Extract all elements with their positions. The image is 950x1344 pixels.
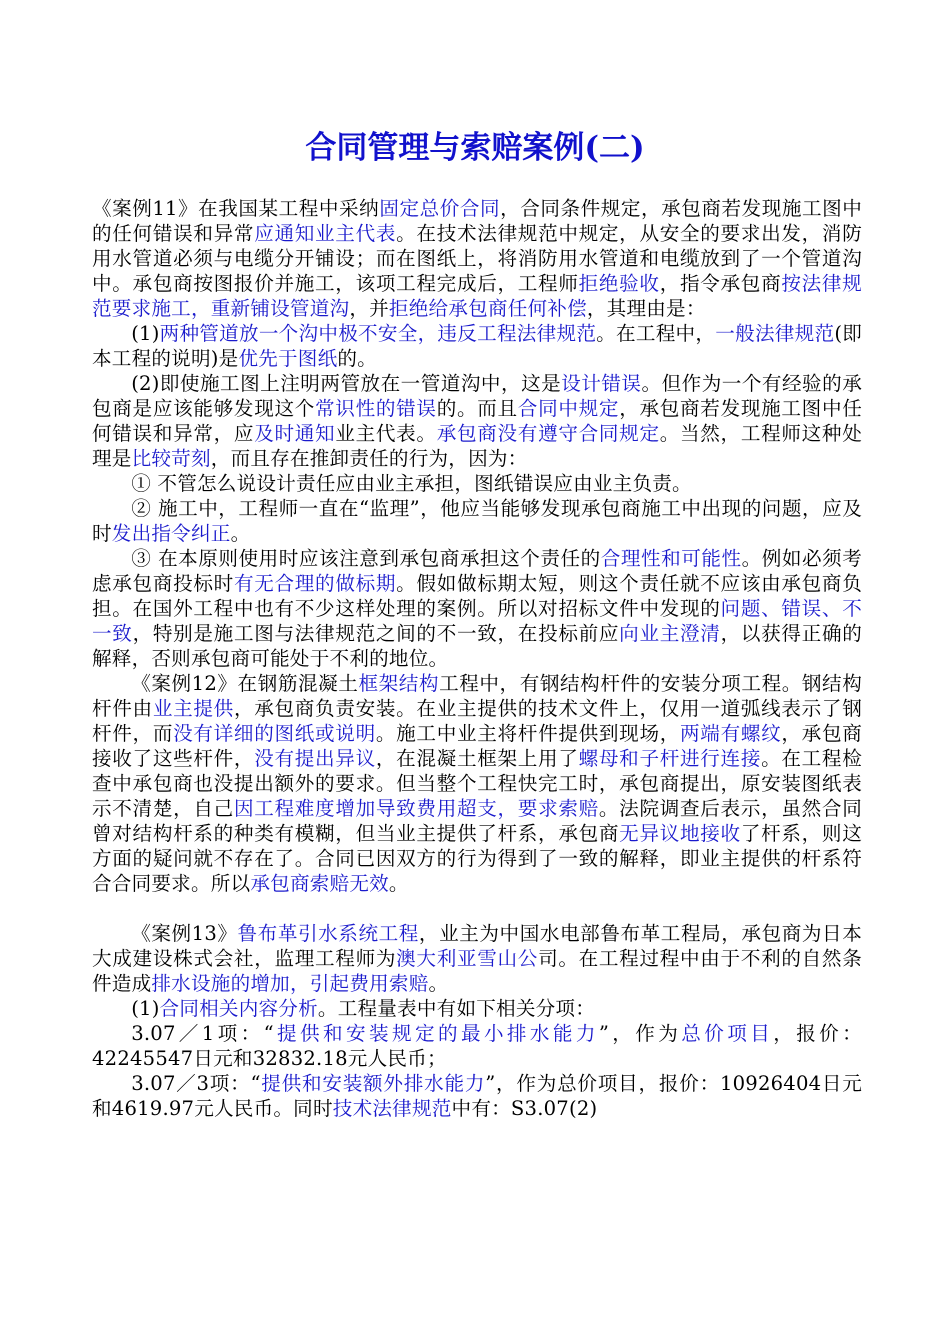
highlighted-text: 承包商索赔无效 [250, 872, 389, 895]
highlighted-text: 问题、错误、不一致 [92, 597, 862, 645]
highlighted-text: 优先于图纸 [238, 347, 338, 370]
text-segment: ，承包商若发现施工图中任何错误和异常，应 [92, 397, 863, 445]
highlighted-text: 应通知业主代表 [254, 222, 397, 245]
text-segment: (1) [131, 997, 160, 1020]
text-segment: ”，作为 [598, 1022, 682, 1045]
paragraph [92, 1071, 862, 1121]
text-segment: 3.07／1项：“ [131, 1022, 274, 1045]
highlighted-text: 比较苛刻 [131, 447, 211, 470]
text-segment: 。工程量表中有如下相关分项： [317, 997, 596, 1020]
text-segment: (1) [131, 322, 160, 345]
paragraph [92, 371, 862, 471]
highlighted-text: 拒绝验收 [578, 272, 660, 295]
highlighted-text: 没有详细的图纸或说明 [173, 722, 376, 745]
highlighted-text: 总价项目 [681, 1022, 774, 1045]
highlighted-text: 提供和安装规定的最小排水能力 [273, 1022, 599, 1045]
highlighted-text: 框架结构 [358, 672, 440, 695]
highlighted-text: 排水设施的增加，引起费用索赔 [151, 972, 429, 995]
highlighted-text: 及时通知 [254, 422, 336, 445]
text-segment: 。但作为一个有经验的承包商是应该能够发现这个 [92, 372, 862, 420]
highlighted-text: 常识性的错误 [315, 397, 437, 420]
paragraph [92, 496, 862, 546]
text-segment: 《案例12》在钢筋混凝土 [131, 672, 359, 695]
highlighted-text: 设计错误 [561, 372, 642, 395]
text-segment: 。当然，工程师这种处理是 [92, 422, 863, 470]
highlighted-text: 两种管道放一个沟中极不安全，违反工程法律规范 [159, 322, 597, 345]
text-segment: 3.07／3项：“ [131, 1072, 261, 1095]
paragraph [92, 671, 862, 896]
highlighted-text: 发出指令纠正 [111, 522, 231, 545]
highlighted-text: 承包商没有遵守合同规定 [436, 422, 660, 445]
text-segment: 了杆系，则这方面的疑问就不存在了。合同已因双方的行为得到了一致的解释，即业主提供的杆系符合合同要求。所以 [92, 822, 863, 895]
text-segment: 。 [428, 972, 449, 995]
text-segment: 。 [230, 522, 251, 545]
highlighted-text: 合同中规定 [517, 397, 620, 420]
text-segment: 。例如必须考虑承包商投标时 [92, 547, 863, 595]
highlighted-text: 无异议地接收 [619, 822, 741, 845]
text-segment: ，业主为中国水电部鲁布革工程局，承包商为日本大成建设株式会社，监理工程师为 [92, 922, 862, 970]
text-segment: (2)即使施工图上注明两管放在一管道沟中，这是 [131, 372, 562, 395]
text-segment: ，承包商接收了这些杆件， [92, 722, 863, 770]
text-segment: ，并 [349, 297, 389, 320]
highlighted-text: 两端有螺纹 [680, 722, 782, 745]
highlighted-text: 拒绝给承包商任何补偿 [388, 297, 587, 320]
paragraph [92, 471, 862, 496]
text-segment: ，指令承包商 [659, 272, 782, 295]
document-body [92, 196, 862, 1121]
highlighted-text: 有无合理的做标期 [233, 572, 397, 595]
text-segment: ② 施工中，工程师一直在“监理”，他应当能够发现承包商施工中出现的问题，应及时 [92, 497, 862, 545]
highlighted-text: 合理性和可能性 [600, 547, 742, 570]
text-segment: ，以获得正确的解释，否则承包商可能处于不利的地位。 [92, 622, 863, 670]
paragraph [92, 196, 862, 321]
text-segment: 工程中，有钢结构杆件的安装分项工程。钢结构杆件由 [92, 672, 862, 720]
highlighted-text: 因工程难度增加导致费用超支，要求索赔 [233, 797, 599, 820]
highlighted-text: 螺母和子杆进行连接 [578, 747, 762, 770]
text-segment: 。在工程检查中承包商也没提出额外的要求。但当整个工程快完工时，承包商提出，原安装图纸表示不清楚，自己 [92, 747, 863, 820]
text-segment: 《案例11》在我国某工程中采纳 [92, 197, 380, 220]
text-segment: ，在混凝土框架上用了 [375, 747, 579, 770]
text-segment: ，报价：42245547日元和32832.18元人民币； [92, 1022, 862, 1070]
text-segment: 《案例13》 [131, 922, 238, 945]
highlighted-text: 澳大利亚雪山公 [396, 947, 539, 970]
text-segment: 司。在工程过程中由于不利的自然条件造成 [92, 947, 863, 995]
text-segment: ，而且存在推卸责任的行为，因为： [210, 447, 528, 470]
highlighted-text: 合同相关内容分析 [159, 997, 318, 1020]
highlighted-text: 固定总价合同 [379, 197, 501, 220]
highlighted-text: 按法律规范要求施工，重新铺设管道沟 [92, 272, 862, 320]
text-segment: 。在工程中， [596, 322, 716, 345]
highlighted-text: 业主提供 [152, 697, 234, 720]
paragraph [92, 546, 862, 671]
text-segment: ”，作为总价项目，报价：10926404日元和4619.97元人民币。同时 [92, 1072, 862, 1120]
highlighted-text: 没有提出异议 [254, 747, 376, 770]
paragraph [92, 321, 862, 371]
page-title: 合同管理与索赔案例(二) [305, 130, 645, 166]
text-segment: ，合同条件规定，承包商若发现施工图中的任何错误和异常 [92, 197, 863, 245]
text-segment: 。法院调查后表示，虽然合同曾对结构杆系的种类有模糊，但当业主提供了杆系，承包商 [92, 797, 862, 845]
text-segment: ① 不管怎么说设计责任应由业主承担，图纸错误应由业主负责。 [131, 472, 692, 495]
highlighted-text: 提供和安装额外排水能力 [260, 1072, 486, 1095]
highlighted-text: 一般法律规范 [715, 322, 835, 345]
paragraph [92, 996, 862, 1021]
highlighted-text: 向业主澄清 [619, 622, 721, 645]
text-segment: (即本工程的说明)是 [92, 322, 863, 370]
text-segment: ③ 在本原则使用时应该注意到承包商承担这个责任的 [131, 547, 601, 570]
paragraph [92, 921, 862, 996]
text-segment: 。假如做标期太短，则这个责任就不应该由承包商负担。在国外工程中也有不少这样处理的案例。所以对招标文件中发现的 [92, 572, 862, 620]
text-segment: 。在技术法律规范中规定，从安全的要求出发，消防用水管道必须与电缆分开铺设；而在图纸上，将消防用水管道和电缆放到了一个管道沟中。承包商按图报价并施工，该项工程完成后，工程师 [92, 222, 862, 295]
text-segment: 中有：S3.07(2) [451, 1097, 598, 1120]
text-segment: 的。而且 [436, 397, 518, 420]
text-segment: 的。 [337, 347, 377, 370]
text-segment: 业主代表。 [335, 422, 437, 445]
text-segment: ，特别是施工图与法律规范之间的不一致，在投标前应 [132, 622, 620, 645]
highlighted-text: 鲁布革引水系统工程 [237, 922, 419, 945]
paragraph [92, 1021, 862, 1071]
text-segment: ，承包商负责安装。在业主提供的技术文件上，仅用一道弧线表示了钢杆件，而 [92, 697, 862, 745]
text-segment: 。 [388, 872, 409, 895]
highlighted-text: 技术法律规范 [332, 1097, 452, 1120]
text-segment: ，其理由是： [586, 297, 706, 320]
text-segment: 。施工中业主将杆件提供到现场， [375, 722, 681, 745]
